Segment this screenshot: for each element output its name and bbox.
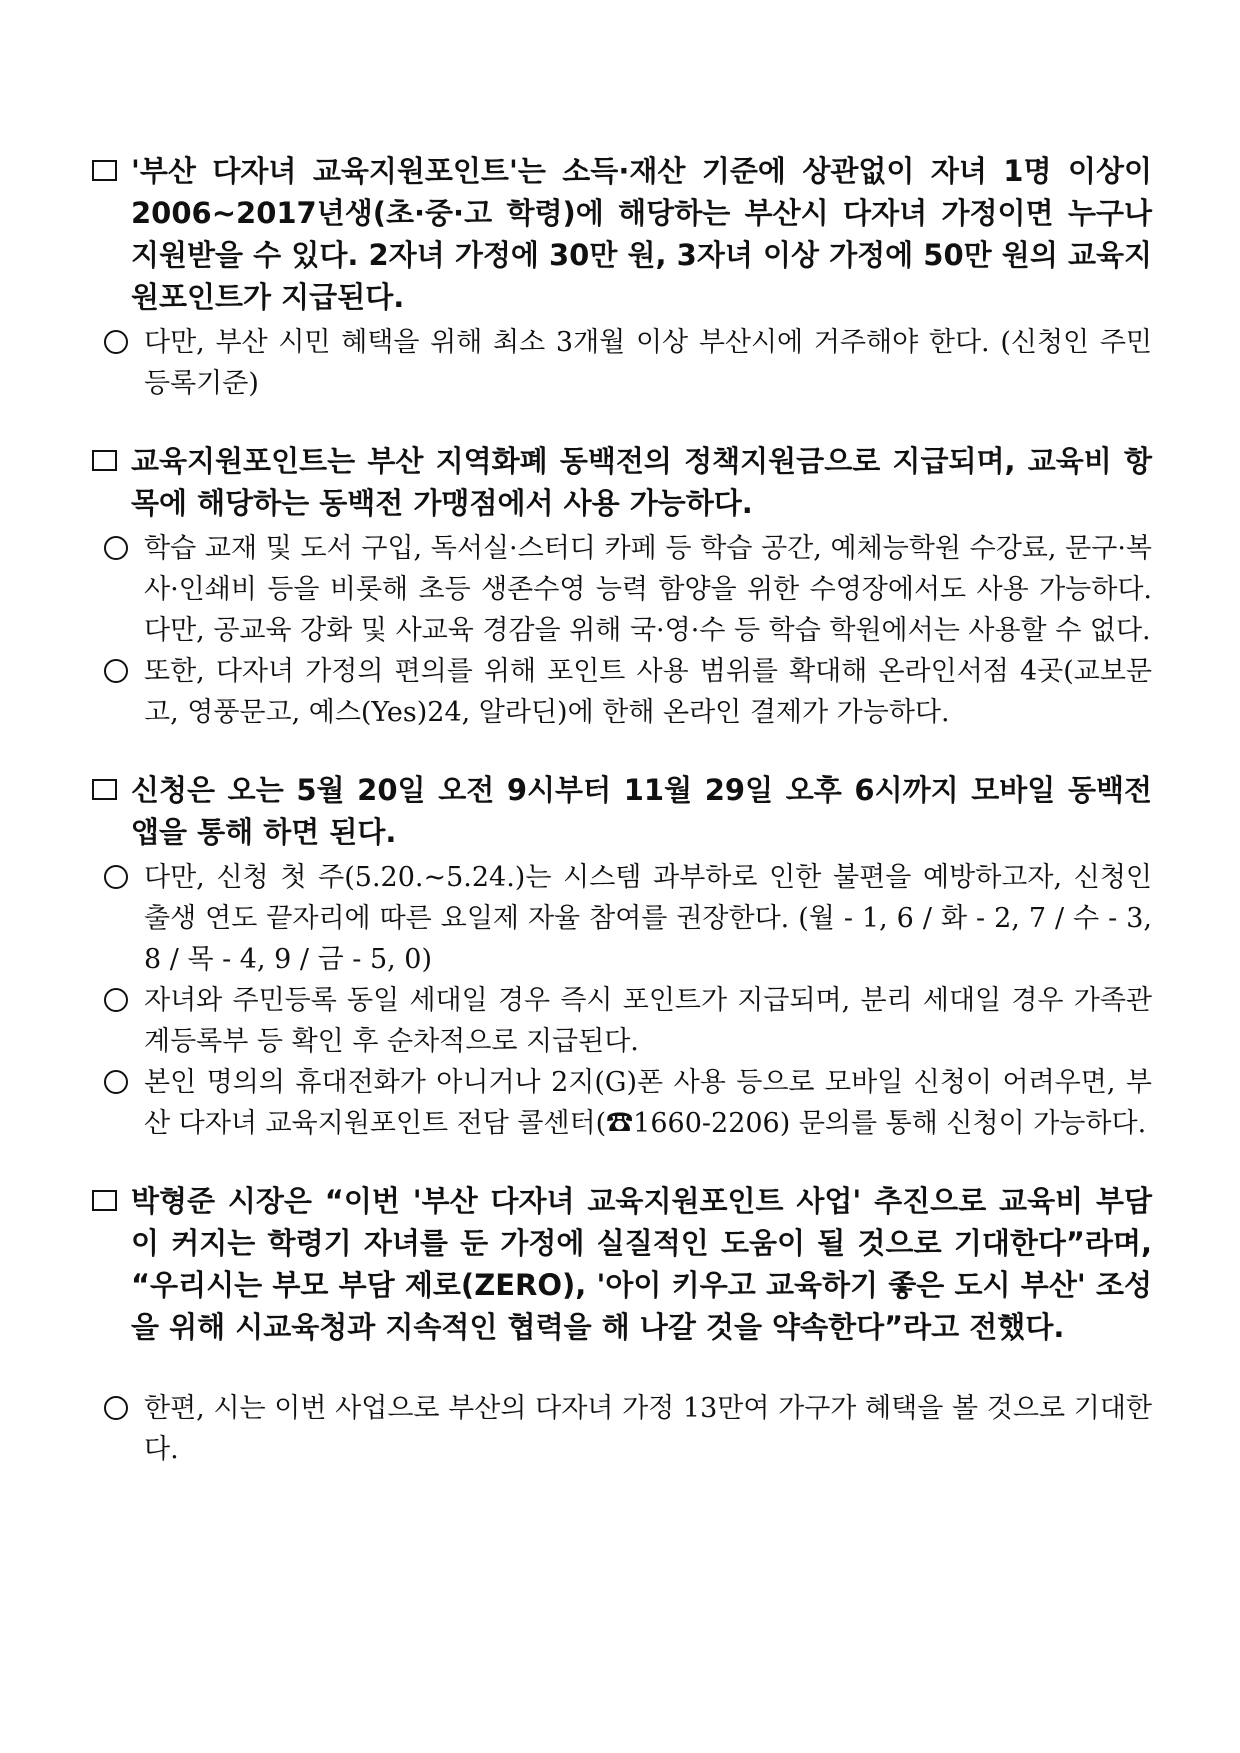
circle-bullet-icon <box>104 536 128 560</box>
list-item <box>104 857 1152 980</box>
list-item <box>104 1062 1152 1144</box>
square-bullet-icon <box>92 1190 117 1211</box>
list-item-text: 학습 교재 및 도서 구입, 독서실·스터디 카페 등 학습 공간, 예체능학원 수강료, 문구·복사·인쇄비 등을 비롯해 초등 생존수영 능력 함양을 위한 수영장에서도 사용 가능하다. 다만, 공교육 강화 및 사교육 경감을 위해 국·영·수 등 학습 학원에서는 사용할 수 없다. <box>144 533 1152 646</box>
section-heading <box>92 769 1152 853</box>
list-item-text: 다만, 신청 첫 주(5.20.~5.24.)는 시스템 과부하로 인한 불편을 예방하고자, 신청인 출생 연도 끝자리에 따른 요일제 자율 참여를 권장한다. (월 - 1, 6 / 화 - 2, 7 / 수 - 3, 8 / 목 - 4, 9 / 금 - 5, 0) <box>144 862 1152 975</box>
square-bullet-icon <box>92 160 117 181</box>
list-item-text: 또한, 다자녀 가정의 편의를 위해 포인트 사용 범위를 확대해 온라인서점 4곳(교보문고, 영풍문고, 예스(Yes)24, 알라딘)에 한해 온라인 결제가 가능하다. <box>144 656 1152 728</box>
section-usage <box>92 440 1152 733</box>
circle-bullet-icon <box>104 988 128 1012</box>
heading-text: '부산 다자녀 교육지원포인트'는 소득·재산 기준에 상관없이 자녀 1명 이상이 2006~2017년생(초·중·고 학령)에 해당하는 부산시 다자녀 가정이면 누구나 지원받을 수 있다. 2자녀 가정에 30만 원, 3자녀 이상 가정에 50만 원의 교육지원포인트가 지급된다. <box>131 154 1152 314</box>
section-heading <box>92 150 1152 318</box>
square-bullet-icon <box>92 450 117 471</box>
list-item <box>104 528 1152 651</box>
list-item <box>104 980 1152 1062</box>
list-item-text: 자녀와 주민등록 동일 세대일 경우 즉시 포인트가 지급되며, 분리 세대일 경우 가족관계등록부 등 확인 후 순차적으로 지급된다. <box>144 985 1152 1057</box>
list-item <box>104 651 1152 733</box>
circle-bullet-icon <box>104 659 128 683</box>
list-item-text: 다만, 부산 시민 혜택을 위해 최소 3개월 이상 부산시에 거주해야 한다. (신청인 주민등록기준) <box>144 327 1152 399</box>
list-item <box>104 322 1152 404</box>
list-item-text: 본인 명의의 휴대전화가 아니거나 2지(G)폰 사용 등으로 모바일 신청이 어려우면, 부산 다자녀 교육지원포인트 전담 콜센터(☎1660-2206) 문의를 통해 신청이 가능하다. <box>144 1067 1152 1139</box>
section-eligibility <box>92 150 1152 404</box>
heading-text: 박형준 시장은 “이번 '부산 다자녀 교육지원포인트 사업' 추진으로 교육비 부담이 커지는 학령기 자녀를 둔 가정에 실질적인 도움이 될 것으로 기대한다”라며, “우리시는 부모 부담 제로(ZERO), '아이 키우고 교육하기 좋은 도시 부산' 조성을 위해 시교육청과 지속적인 협력을 해 나갈 것을 약속한다”라고 전했다. <box>131 1184 1152 1344</box>
section-application <box>92 769 1152 1144</box>
section-heading <box>92 440 1152 524</box>
circle-bullet-icon <box>104 1396 128 1420</box>
square-bullet-icon <box>92 779 117 800</box>
heading-text: 교육지원포인트는 부산 지역화폐 동백전의 정책지원금으로 지급되며, 교육비 항목에 해당하는 동백전 가맹점에서 사용 가능하다. <box>131 444 1152 520</box>
circle-bullet-icon <box>104 865 128 889</box>
list-item-text: 한편, 시는 이번 사업으로 부산의 다자녀 가정 13만여 가구가 혜택을 볼 것으로 기대한다. <box>144 1393 1152 1465</box>
list-item <box>104 1388 1152 1470</box>
section-heading <box>92 1180 1152 1348</box>
circle-bullet-icon <box>104 330 128 354</box>
circle-bullet-icon <box>104 1070 128 1094</box>
heading-text: 신청은 오는 5월 20일 오전 9시부터 11월 29일 오후 6시까지 모바일 동백전 앱을 통해 하면 된다. <box>131 773 1152 849</box>
section-mayor-quote <box>92 1180 1152 1470</box>
